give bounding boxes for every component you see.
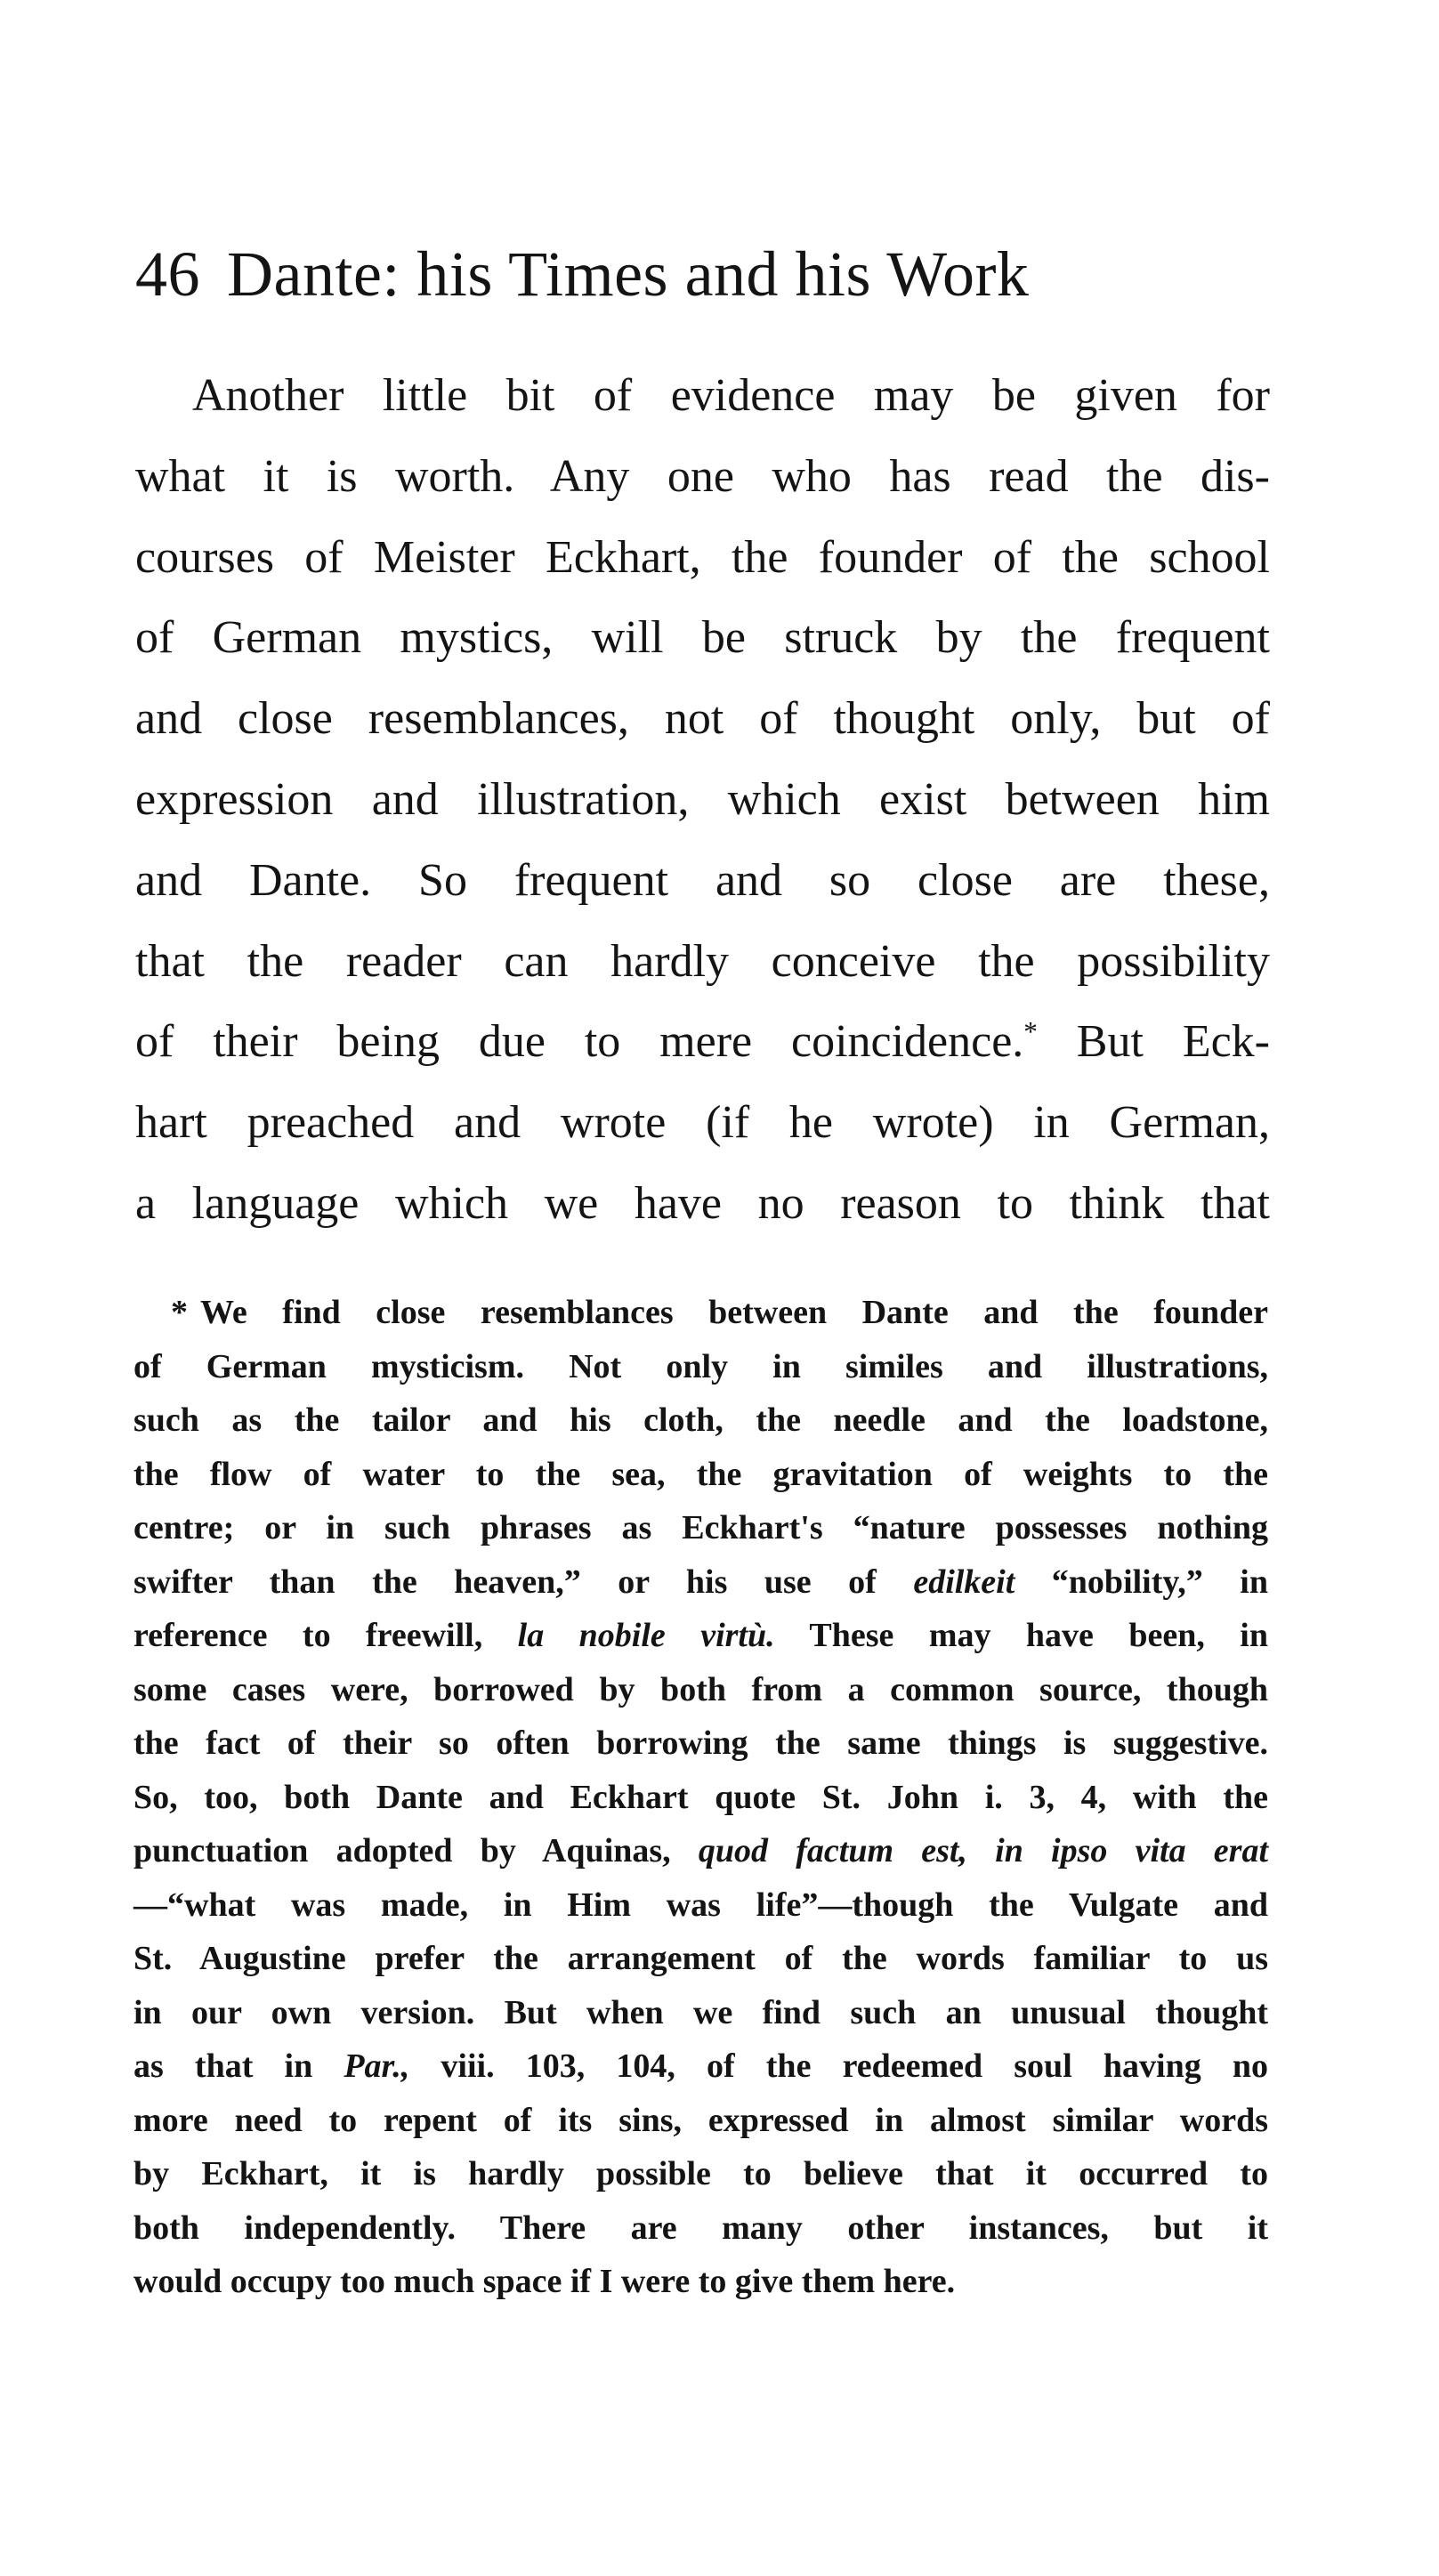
running-title: Dante: his Times and his Work xyxy=(227,238,1030,310)
footnote-italic: Par., xyxy=(344,2047,410,2085)
footnote-line: such as the tailor and his cloth, the needle and the loadstone, xyxy=(133,1401,1268,1439)
footnote-line: So, too, both Dante and Eckhart quote St. John i. 3, 4, with the xyxy=(133,1778,1268,1816)
footnote-line xyxy=(133,2039,1268,2094)
body-line: expression and illustration, which exist between him xyxy=(135,773,1270,825)
footnote-line: some cases were, borrowed by both from a common source, though xyxy=(133,1670,1268,1708)
body-line: courses of Meister Eckhart, the founder of the school xyxy=(135,531,1270,583)
footnote-line: of German mysticism. Not only in similes and illustrations, xyxy=(133,1347,1268,1385)
body-line: and close resemblances, not of thought only, but of xyxy=(135,693,1270,745)
footnote-text: viii. 103, 104, of the redeemed soul having no xyxy=(441,2047,1268,2085)
footnote-line: —“what was made, in Him was life”—though the Vulgate and xyxy=(133,1886,1268,1924)
body-line: a language which we have no reason to think that xyxy=(135,1177,1270,1229)
footnote-line: by Eckhart, it is hardly possible to believe that it occurred to xyxy=(133,2155,1268,2192)
footnote-text: as that in xyxy=(133,2047,313,2085)
body-line: that the reader can hardly conceive the possibility xyxy=(135,935,1270,987)
footnote-line: would occupy too much space if I were to give them here. xyxy=(133,2263,956,2300)
footnote-line xyxy=(133,1286,1268,1340)
body-line: of German mystics, will be struck by the frequent xyxy=(135,612,1270,664)
footnote-reference[interactable]: * xyxy=(1023,1016,1038,1048)
footnote-line: more need to repent of its sins, expressed in almost similar words xyxy=(133,2101,1268,2139)
footnote-italic: edilkeit xyxy=(913,1563,1015,1601)
body-line: hart preached and wrote (if he wrote) in German, xyxy=(135,1097,1270,1149)
body-line-tail: But Eck- xyxy=(1076,1016,1270,1068)
footnote-text: punctuation adopted by Aquinas, xyxy=(133,1832,671,1869)
footnote-text: These may have been, in xyxy=(809,1617,1268,1654)
body-line: Another little bit of evidence may be given for xyxy=(192,370,1270,421)
footnote xyxy=(133,1286,1268,2309)
body-line: and Dante. So frequent and so close are these, xyxy=(135,854,1270,906)
footnote-italic: quod factum est, in ipso vita erat xyxy=(698,1832,1268,1869)
footnote-line xyxy=(133,1555,1268,1610)
body-line: what it is worth. Any one who has read the dis- xyxy=(135,450,1270,502)
body-line-with-footnote-ref xyxy=(135,1002,1270,1083)
footnote-line: the fact of their so often borrowing the same things is suggestive. xyxy=(133,1724,1268,1762)
footnote-line: in our own version. But when we find such an unusual thought xyxy=(133,1993,1268,2031)
body-paragraph xyxy=(135,356,1270,1245)
footnote-line: the flow of water to the sea, the gravitation of weights to the xyxy=(133,1455,1268,1493)
footnote-line: both independently. There are many other instances, but it xyxy=(133,2209,1268,2247)
body-line-text: of their being due to mere coincidence. xyxy=(135,1016,1024,1068)
footnote-line xyxy=(133,1824,1268,1878)
footnote-text: “nobility,” in xyxy=(1051,1563,1268,1601)
footnote-text: We find close resemblances between Dante and the founder xyxy=(200,1294,1268,1331)
footnote-line: centre; or in such phrases as Eckhart's “nature possesses nothing xyxy=(133,1509,1268,1546)
page-number: 46 xyxy=(135,238,200,310)
footnote-italic: la nobile virtù. xyxy=(517,1617,775,1654)
running-head xyxy=(135,230,1292,319)
footnote-text: reference to freewill, xyxy=(133,1617,483,1654)
footnote-text: swifter than the heaven,” or his use of xyxy=(133,1563,877,1601)
footnote-line xyxy=(133,1609,1268,1663)
footnote-line: St. Augustine prefer the arrangement of the words familiar to us xyxy=(133,1940,1268,1977)
footnote-marker: * xyxy=(171,1294,188,1331)
